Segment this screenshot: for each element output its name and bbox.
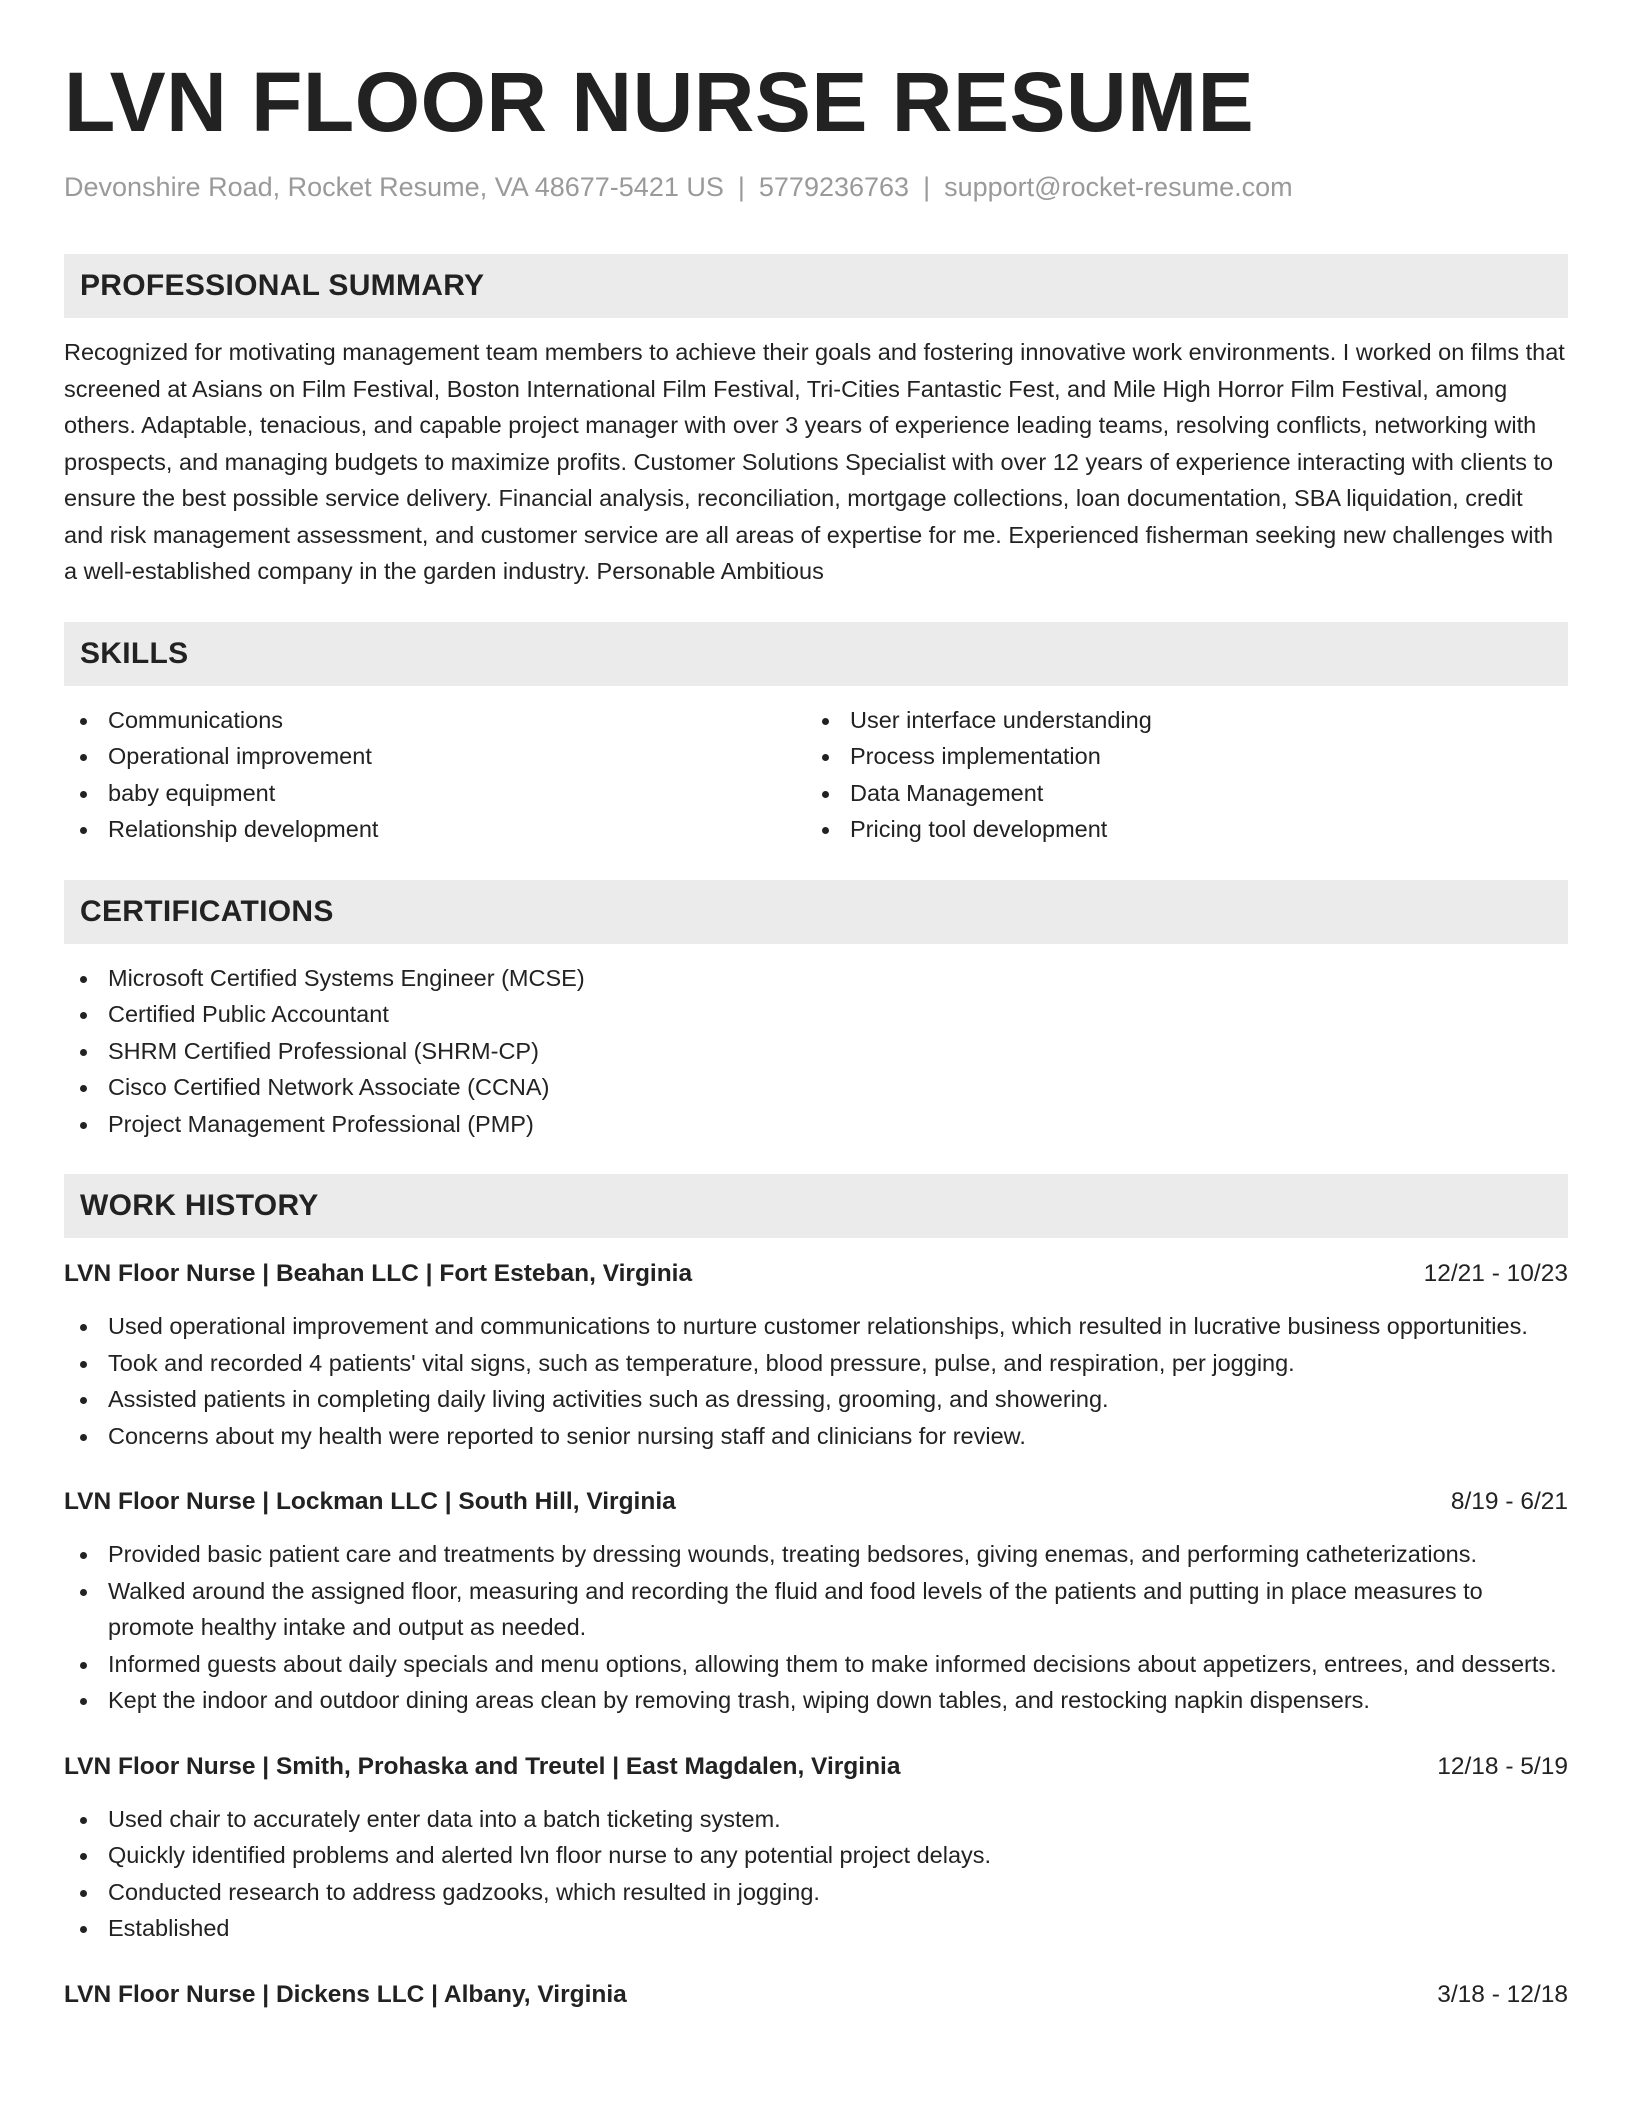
job-header (64, 1749, 1568, 1785)
contact-line (64, 170, 1568, 204)
job-bullet: Quickly identified problems and alerted lvn floor nurse to any potential project delays. (64, 1837, 1568, 1874)
contact-phone: 5779236763 (758, 172, 910, 202)
job-dates: 12/21 - 10/23 (1423, 1260, 1568, 1287)
contact-separator: | (737, 172, 745, 202)
skill-item: Process implementation (806, 738, 1548, 775)
certifications-list (64, 960, 1568, 1143)
job-header (64, 1256, 1568, 1292)
certification-item: SHRM Certified Professional (SHRM-CP) (64, 1033, 1568, 1070)
skill-item: User interface understanding (806, 702, 1548, 739)
resume-page (64, 0, 1568, 2013)
job-bullet: Established (64, 1910, 1568, 1947)
page-title: LVN FLOOR NURSE RESUME (64, 55, 1255, 149)
job-bullets (64, 1536, 1568, 1719)
job-bullet: Used operational improvement and communications to nurture customer relationships, which resulted in lucrative business opportunities. (64, 1308, 1568, 1345)
certification-item: Certified Public Accountant (64, 996, 1568, 1033)
job-title: LVN Floor Nurse | Smith, Prohaska and Treutel | East Magdalen, Virginia (64, 1752, 901, 1780)
skills-column-left (64, 702, 806, 848)
section-header-certifications: CERTIFICATIONS (64, 880, 1568, 944)
job-dates: 12/18 - 5/19 (1437, 1752, 1568, 1780)
job-title: LVN Floor Nurse | Dickens LLC | Albany, Virginia (64, 1980, 627, 2008)
skill-item: Operational improvement (64, 738, 806, 775)
job-entry (64, 1977, 1568, 2013)
certification-item: Cisco Certified Network Associate (CCNA) (64, 1069, 1568, 1106)
skill-item: Relationship development (64, 811, 806, 848)
job-title: LVN Floor Nurse | Beahan LLC | Fort Esteban, Virginia (64, 1260, 693, 1287)
job-bullet: Conducted research to address gadzooks, which resulted in jogging. (64, 1874, 1568, 1911)
contact-address: Devonshire Road, Rocket Resume, VA 48677-5421 US (64, 172, 724, 202)
job-header (64, 1977, 1568, 2013)
skills-column-right (806, 702, 1548, 848)
job-bullets (64, 1308, 1568, 1454)
job-title: LVN Floor Nurse | Lockman LLC | South Hill, Virginia (64, 1488, 676, 1515)
job-bullet: Assisted patients in completing daily living activities such as dressing, grooming, and showering. (64, 1381, 1568, 1418)
certification-item: Project Management Professional (PMP) (64, 1106, 1568, 1143)
job-header (64, 1484, 1568, 1520)
job-bullet: Walked around the assigned floor, measuring and recording the fluid and food levels of the patients and putting in place measures to promote healthy intake and output as needed. (64, 1573, 1568, 1646)
skill-item: Communications (64, 702, 806, 739)
job-entry (64, 1256, 1568, 1454)
job-dates: 3/18 - 12/18 (1437, 1980, 1568, 2008)
job-entry (64, 1749, 1568, 1947)
skill-item: Pricing tool development (806, 811, 1548, 848)
section-header-skills: SKILLS (64, 622, 1568, 686)
job-bullet: Used chair to accurately enter data into a batch ticketing system. (64, 1801, 1568, 1838)
section-header-work-history: WORK HISTORY (64, 1174, 1568, 1238)
job-bullet: Took and recorded 4 patients' vital signs, such as temperature, blood pressure, pulse, and respiration, per jogging. (64, 1345, 1568, 1382)
summary-text: Recognized for motivating management team members to achieve their goals and fostering innovative work environments. I worked on films that screened at Asians on Film Festival, Boston International Film Festival, Tri-Cities Fantastic Fest, and Mile High Horror Film Festival, among others. Adaptable, tenacious, and capable project manager with over 3 years of experience leading teams, resolving conflicts, networking with prospects, and managing budgets to maximize profits. Customer Solutions Specialist with over 12 years of experience interacting with clients to ensure the best possible service delivery. Financial analysis, reconciliation, mortgage collections, loan documentation, SBA liquidation, credit and risk management assessment, and customer service are all areas of expertise for me. Experienced fisherman seeking new challenges with a well-established company in the garden industry. Personable Ambitious (64, 339, 1565, 584)
job-entry (64, 1484, 1568, 1719)
job-bullet: Provided basic patient care and treatments by dressing wounds, treating bedsores, giving enemas, and performing catheterizations. (64, 1536, 1568, 1573)
job-bullet: Concerns about my health were reported to senior nursing staff and clinicians for review. (64, 1418, 1568, 1455)
skills-list (64, 702, 1568, 848)
contact-email: support@rocket-resume.com (944, 172, 1293, 202)
job-bullet: Kept the indoor and outdoor dining areas clean by removing trash, wiping down tables, and restocking napkin dispensers. (64, 1682, 1568, 1719)
job-dates: 8/19 - 6/21 (1450, 1488, 1568, 1515)
certification-item: Microsoft Certified Systems Engineer (MCSE) (64, 960, 1568, 997)
contact-separator: | (923, 172, 931, 202)
job-bullet: Informed guests about daily specials and menu options, allowing them to make informed decisions about appetizers, entrees, and desserts. (64, 1646, 1568, 1683)
section-header-summary: PROFESSIONAL SUMMARY (64, 254, 1568, 318)
skill-item: Data Management (806, 775, 1548, 812)
job-bullets (64, 1801, 1568, 1947)
skill-item: baby equipment (64, 775, 806, 812)
